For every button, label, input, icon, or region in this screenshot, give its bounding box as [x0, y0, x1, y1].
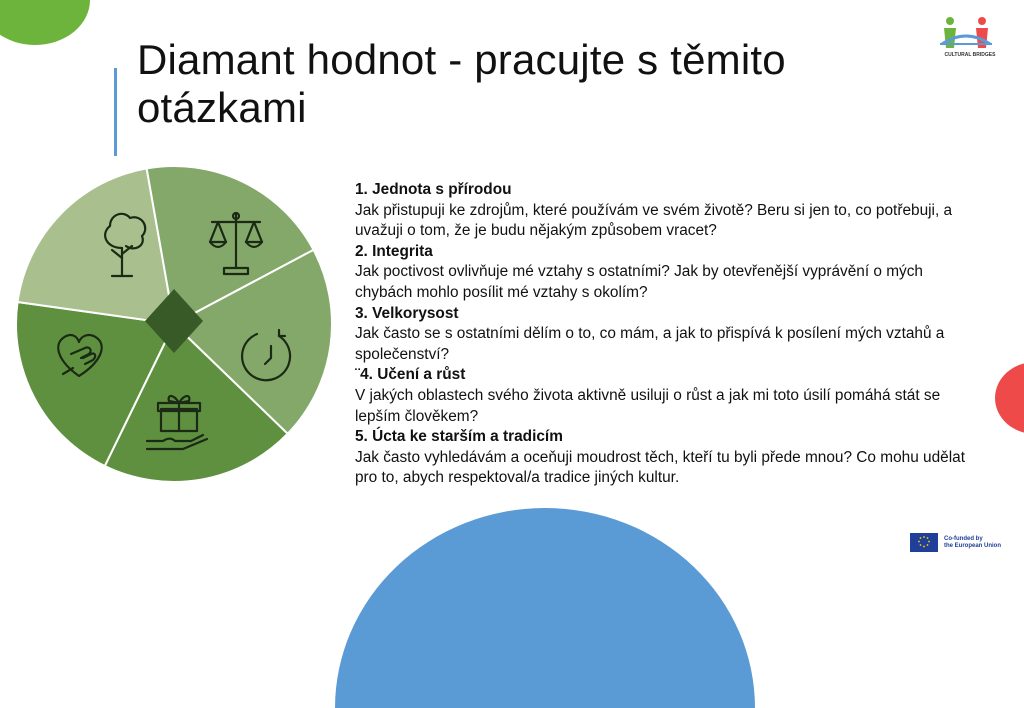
question-text: Jak často vyhledávám a oceňuji moudrost těch, kteří tu byli přede mnou? Co mohu udělat pro to, abych respektoval/a tradice jiných kultur.	[355, 448, 965, 487]
eu-text-line1: Co-funded by	[944, 535, 983, 542]
question-title: 1. Jednota s přírodou	[355, 181, 512, 198]
decorative-red-circle	[995, 362, 1024, 434]
values-wheel	[13, 163, 335, 485]
question-text: V jakých oblastech svého života aktivně usiluji o růst a jak mi toto úsilí pomáhá stát se lepším člověkem?	[355, 386, 941, 425]
question-item	[355, 180, 965, 242]
question-item	[355, 365, 965, 427]
questions-list	[355, 180, 965, 489]
decorative-blue-arc	[335, 508, 755, 708]
question-item	[355, 242, 965, 304]
question-title: 2. Integrita	[355, 242, 433, 260]
question-text: Jak přistupuji ke zdrojům, které používám ve svém životě? Beru si jen to, co potřebuji, a uvažuji o tom, že je budu nějakým způsobem vracet?	[355, 201, 953, 240]
eu-flag-icon	[910, 533, 938, 552]
decorative-green-circle	[0, 0, 90, 45]
question-text: Jak poctivost ovlivňuje mé vztahy s ostatními? Jak by otevřenější vyprávění o mých chybách mohlo posílit mé vztahy s okolím?	[355, 263, 923, 301]
question-item	[355, 427, 965, 489]
question-item	[355, 304, 965, 366]
wheel-segment-heart-hands	[18, 168, 174, 324]
question-title: 3. Velkorysost	[355, 304, 459, 322]
slide-title: Diamant hodnot - pracujte s těmito otázkami	[137, 36, 786, 131]
question-title: ¨4. Učení a růst	[355, 366, 466, 384]
logo-text: CULTURAL BRIDGES	[944, 52, 996, 58]
eu-cofunded-badge	[910, 533, 1001, 552]
question-text: Jak často se s ostatními dělím o to, co mám, a jak to přispívá k posílení mých vztahů a společenství?	[355, 325, 945, 363]
eu-text-line2: the European Union	[944, 542, 1001, 549]
question-title: 5. Úcta ke starším a tradicím	[355, 428, 563, 446]
title-accent-line	[114, 68, 117, 156]
